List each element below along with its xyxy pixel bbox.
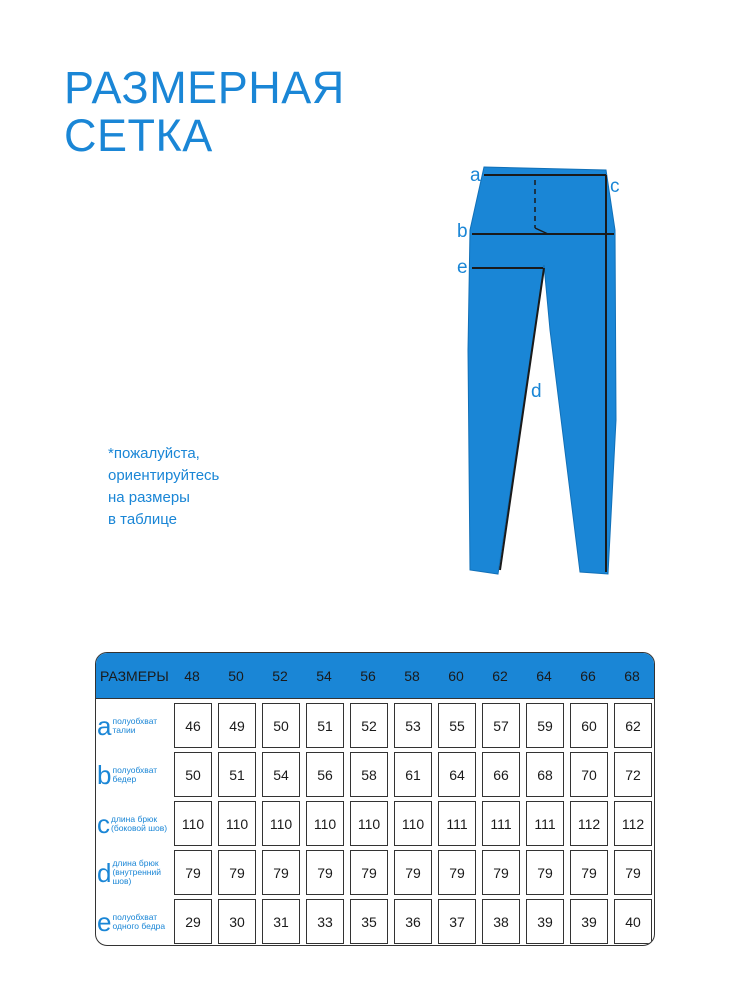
size-header-cell: 64 (536, 667, 552, 684)
table-cell: 51 (218, 752, 256, 797)
row-cells (168, 752, 652, 797)
table-cell: 29 (174, 899, 212, 944)
row-cells (168, 703, 652, 748)
table-cell: 79 (614, 850, 652, 895)
size-header-cell: 66 (580, 667, 596, 684)
row-description: полуобхват талии (112, 715, 158, 735)
table-cell: 30 (218, 899, 256, 944)
table-cell: 79 (174, 850, 212, 895)
table-cell: 111 (526, 801, 564, 846)
row-label (96, 850, 168, 895)
note-line-4: в таблице (108, 511, 177, 528)
size-header-cell: 60 (448, 667, 464, 684)
pants-silhouette (468, 167, 616, 574)
size-table-header (96, 653, 654, 699)
table-cell: 110 (306, 801, 344, 846)
label-a: a (470, 165, 481, 186)
row-description: полуобхват одного бедра (112, 911, 166, 931)
size-header-list (170, 668, 654, 684)
table-cell: 79 (394, 850, 432, 895)
table-cell: 79 (306, 850, 344, 895)
table-cell: 66 (482, 752, 520, 797)
size-row-c (96, 801, 652, 846)
table-cell: 79 (262, 850, 300, 895)
size-note (108, 443, 219, 531)
row-label (96, 752, 168, 797)
table-cell: 61 (394, 752, 432, 797)
row-letter: e (97, 906, 112, 937)
table-cell: 57 (482, 703, 520, 748)
table-cell: 62 (614, 703, 652, 748)
size-header-cell: 68 (624, 667, 640, 684)
table-cell: 56 (306, 752, 344, 797)
table-cell: 50 (262, 703, 300, 748)
row-label (96, 899, 168, 944)
table-cell: 35 (350, 899, 388, 944)
size-header-cell: 62 (492, 667, 508, 684)
page-title (64, 64, 345, 160)
label-c: c (610, 176, 620, 197)
size-table (95, 652, 655, 946)
table-cell: 111 (482, 801, 520, 846)
row-description: полуобхват бедер (112, 764, 158, 784)
table-cell: 110 (262, 801, 300, 846)
table-cell: 37 (438, 899, 476, 944)
table-cell: 59 (526, 703, 564, 748)
size-header-cell: 52 (272, 667, 288, 684)
note-line-2: ориентируйтесь (108, 467, 220, 484)
row-description: длина брюк (внутренний шов) (112, 858, 161, 886)
table-cell: 68 (526, 752, 564, 797)
row-cells (168, 801, 652, 846)
size-row-d (96, 850, 652, 895)
table-cell: 110 (394, 801, 432, 846)
table-cell: 111 (438, 801, 476, 846)
table-cell: 39 (570, 899, 608, 944)
table-cell: 110 (350, 801, 388, 846)
table-cell: 46 (174, 703, 212, 748)
header-label: РАЗМЕРЫ (100, 667, 169, 684)
row-label (96, 703, 168, 748)
label-e: e (457, 257, 468, 278)
table-cell: 55 (438, 703, 476, 748)
table-cell: 50 (174, 752, 212, 797)
table-cell: 64 (438, 752, 476, 797)
table-cell: 40 (614, 899, 652, 944)
table-cell: 49 (218, 703, 256, 748)
table-cell: 72 (614, 752, 652, 797)
row-letter: a (97, 710, 112, 741)
size-header-cell: 58 (404, 667, 420, 684)
pants-measurement-diagram (440, 150, 640, 590)
size-table-body (96, 699, 654, 946)
title-line-2: СЕТКА (64, 110, 213, 161)
table-cell: 58 (350, 752, 388, 797)
size-row-b (96, 752, 652, 797)
row-label (96, 801, 168, 846)
table-cell: 39 (526, 899, 564, 944)
size-row-e (96, 899, 652, 944)
table-cell: 36 (394, 899, 432, 944)
table-cell: 112 (614, 801, 652, 846)
table-cell: 79 (526, 850, 564, 895)
row-cells (168, 899, 652, 944)
table-cell: 70 (570, 752, 608, 797)
table-cell: 110 (218, 801, 256, 846)
table-cell: 79 (438, 850, 476, 895)
table-cell: 54 (262, 752, 300, 797)
size-row-a (96, 703, 652, 748)
size-header-cell: 56 (360, 667, 376, 684)
table-cell: 51 (306, 703, 344, 748)
row-letter: d (97, 857, 112, 888)
table-cell: 52 (350, 703, 388, 748)
label-d: d (531, 381, 542, 402)
note-line-1: *пожалуйста, (108, 445, 200, 462)
row-description: длина брюк (боковой шов) (111, 813, 168, 833)
table-cell: 79 (482, 850, 520, 895)
table-cell: 60 (570, 703, 608, 748)
size-header-cell: 50 (228, 667, 244, 684)
row-letter: c (97, 808, 110, 839)
table-cell: 112 (570, 801, 608, 846)
label-b: b (457, 221, 468, 242)
table-cell: 110 (174, 801, 212, 846)
table-cell: 33 (306, 899, 344, 944)
title-line-1: РАЗМЕРНАЯ (64, 62, 345, 113)
table-cell: 31 (262, 899, 300, 944)
row-letter: b (97, 759, 112, 790)
table-cell: 79 (570, 850, 608, 895)
table-cell: 53 (394, 703, 432, 748)
table-cell: 38 (482, 899, 520, 944)
table-cell: 79 (350, 850, 388, 895)
size-header-cell: 54 (316, 667, 332, 684)
size-header-cell: 48 (184, 667, 200, 684)
note-line-3: на размеры (108, 489, 190, 506)
row-cells (168, 850, 652, 895)
table-cell: 79 (218, 850, 256, 895)
